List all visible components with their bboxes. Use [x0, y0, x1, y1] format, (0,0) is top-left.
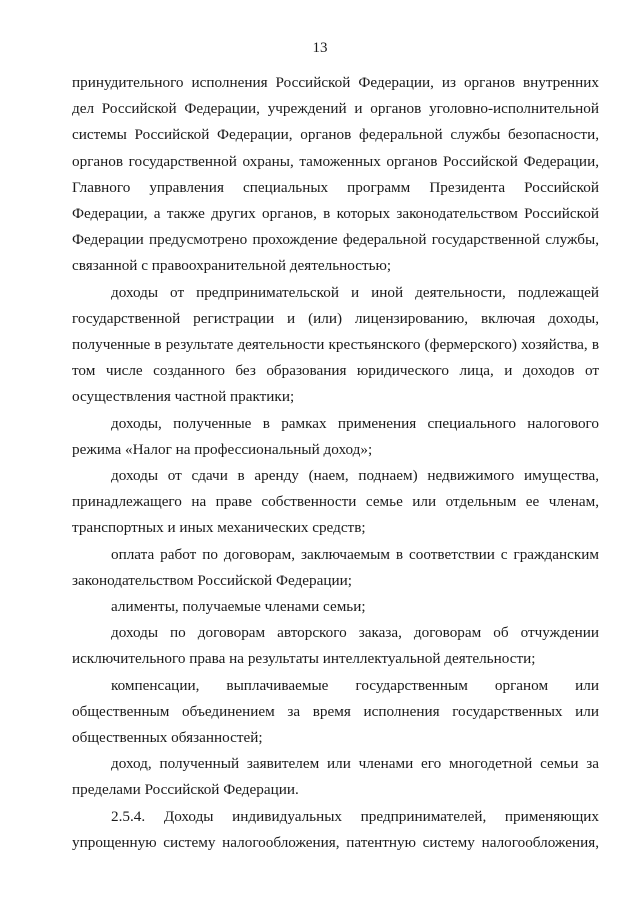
- page-number: 13: [312, 40, 328, 56]
- paragraph-business-income: доходы от предпринимательской и иной деятельности, подлежащей государственной регистрации и (или) лицензированию, включая доходы, полученные в результате деятельности крестьянского (фермерского) хозяйства, в том числе созданного без образования юридического лица, и доходов от осуществления частной практики;: [72, 283, 599, 406]
- paragraph-alimony: алименты, получаемые членами семьи;: [111, 598, 366, 616]
- paragraph-compensation: компенсации, выплачиваемые государственным органом или общественным объединением за время исполнения государственных или общественных обязанностей;: [72, 676, 599, 747]
- paragraph-law-enforcement-agencies: принудительного исполнения Российской Федерации, из органов внутренних дел Российской Федерации, учреждений и органов уголовно-исполнительной системы Российской Федерации, органов федеральной службы безопасности, органов государственной охраны, таможенных органов Российской Федерации, Главного управления специальных программ Президента Российской Федерации, а также других органов, в которых законодательством Российской Федерации предусмотрено прохождение федеральной государственной службы, связанной с правоохранительной деятельностью;: [72, 74, 599, 275]
- paragraph-copyright-income: доходы по договорам авторского заказа, договорам об отчуждении исключительного права на результаты интеллектуальной деятельности;: [72, 624, 599, 668]
- paragraph-rental-income: доходы от сдачи в аренду (наем, поднаем) недвижимого имущества, принадлежащего на праве собственности семье или отдельным ее членам, транспортных и иных механических средств;: [72, 467, 599, 537]
- paragraph-foreign-income: доход, полученный заявителем или членами его многодетной семьи за пределами Российской Федерации.: [72, 755, 599, 799]
- paragraph-civil-contract-pay: оплата работ по договорам, заключаемым в соответствии с гражданским законодательством Российской Федерации;: [72, 545, 599, 589]
- paragraph-section-2-5-4: 2.5.4. Доходы индивидуальных предпринимателей, применяющих упрощенную систему налогообложения, патентную систему налогообложения,: [72, 807, 599, 851]
- paragraph-self-employed-tax: доходы, полученные в рамках применения специального налогового режима «Налог на профессиональный доход»;: [72, 414, 599, 458]
- document-body: [72, 70, 599, 856]
